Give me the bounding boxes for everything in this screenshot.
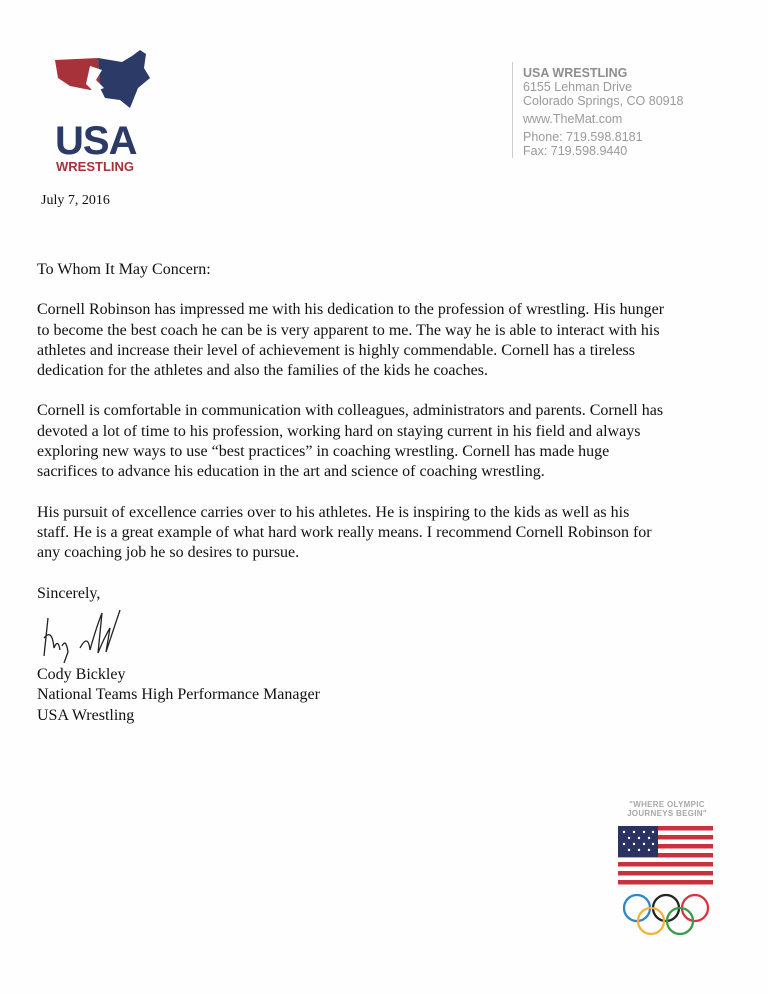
paragraph-line: devoted a lot of time to his profession, working hard on staying current in his field and always bbox=[37, 422, 641, 440]
signature-image bbox=[40, 608, 125, 663]
signer-block bbox=[37, 665, 320, 726]
letter-date: July 7, 2016 bbox=[41, 193, 110, 208]
signer-name: Cody Bickley bbox=[37, 666, 126, 683]
closing: Sincerely, bbox=[37, 584, 101, 602]
org-name: USA WRESTLING bbox=[523, 66, 628, 80]
phone: Phone: 719.598.8181 bbox=[523, 130, 643, 144]
olympic-emblem bbox=[612, 800, 722, 946]
signer-org: USA Wrestling bbox=[37, 706, 135, 724]
tagline-line2: JOURNEYS BEGIN" bbox=[627, 809, 707, 818]
address-line2: Colorado Springs, CO 80918 bbox=[523, 94, 684, 108]
logo-wrestling-text: WRESTLING bbox=[56, 159, 134, 174]
us-flag-icon bbox=[618, 826, 713, 885]
website-link[interactable]: www.TheMat.com bbox=[523, 112, 623, 126]
usa-map-wrestlers-icon bbox=[50, 48, 155, 118]
tagline-line1: "WHERE OLYMPIC bbox=[629, 800, 705, 809]
paragraph-line: His pursuit of excellence carries over to his athletes. He is inspiring to the kids as well as his bbox=[37, 503, 630, 521]
paragraph-2 bbox=[37, 401, 664, 482]
letter-body bbox=[37, 260, 664, 604]
paragraph-line: athletes and increase their level of achievement is highly commendable. Cornell has a tireless bbox=[37, 341, 636, 359]
address-line1: 6155 Lehman Drive bbox=[523, 80, 633, 94]
us-flag-olympic-rings-icon bbox=[612, 826, 722, 941]
paragraph-line: Cornell is comfortable in communication with colleagues, administrators and parents. Cornell has bbox=[37, 402, 664, 420]
paragraph-line: to become the best coach he can be is very apparent to me. The way he is able to interact with his bbox=[37, 321, 660, 339]
paragraph-1 bbox=[37, 300, 664, 381]
salutation: To Whom It May Concern: bbox=[37, 261, 211, 278]
paragraph-line: exploring new ways to use “best practices” in coaching wrestling. Cornell has made huge bbox=[37, 443, 610, 461]
logo-usa-text: USA bbox=[55, 119, 137, 163]
paragraph-line: staff. He is a great example of what hard work really means. I recommend Cornell Robinson for bbox=[37, 523, 652, 541]
paragraph-line: sacrifices to advance his education in the art and science of coaching wrestling. bbox=[37, 463, 545, 481]
paragraph-3 bbox=[37, 503, 664, 564]
paragraph-line: Cornell Robinson has impressed me with his dedication to the profession of wrestling. His hunger bbox=[37, 301, 665, 319]
fax: Fax: 719.598.9440 bbox=[523, 144, 628, 158]
paragraph-line: any coaching job he so desires to pursue. bbox=[37, 544, 300, 562]
usa-wrestling-logo bbox=[50, 48, 155, 174]
letterhead-divider bbox=[512, 62, 513, 158]
letterhead-address bbox=[523, 66, 684, 158]
paragraph-line: dedication for the athletes and also the families of the kids he coaches. bbox=[37, 362, 488, 380]
olympic-rings-icon bbox=[624, 895, 708, 934]
signer-title: National Teams High Performance Manager bbox=[37, 686, 320, 704]
